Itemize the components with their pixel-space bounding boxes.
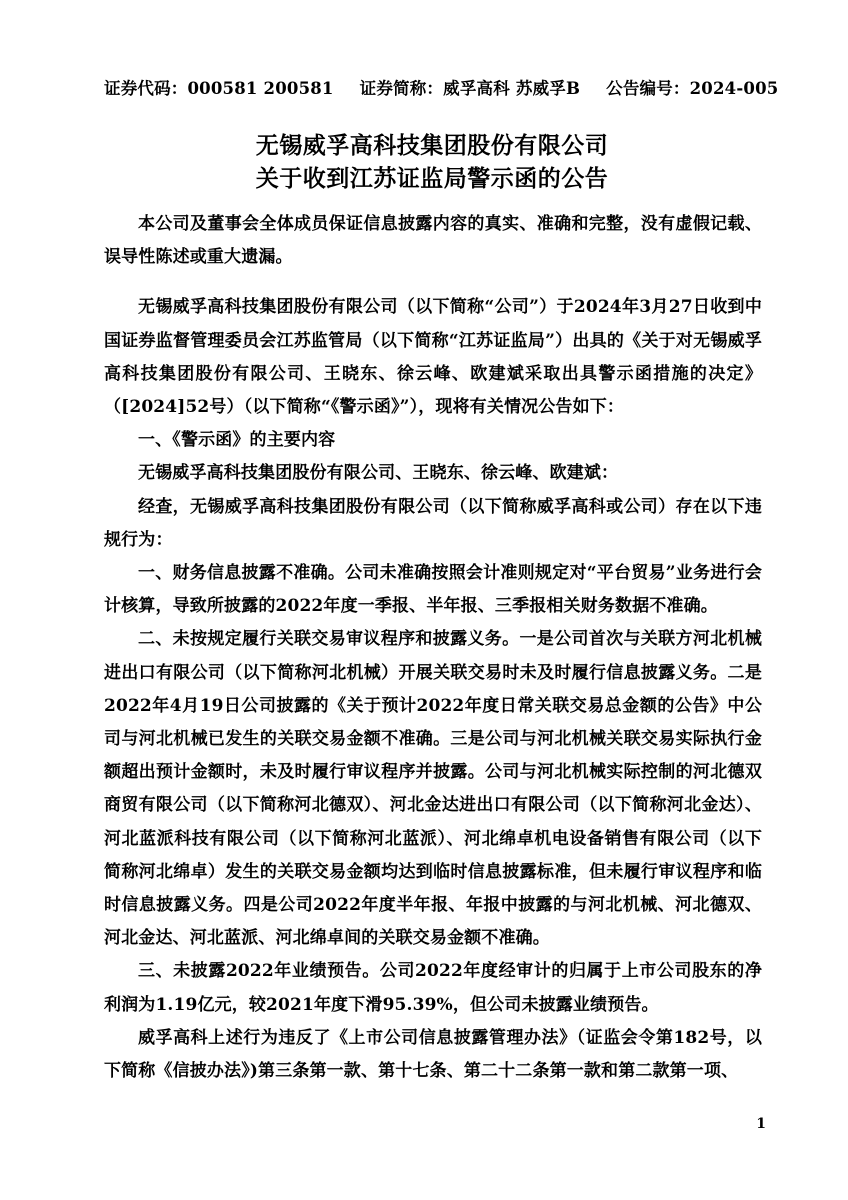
security-code-label: 证券代码： [104, 79, 188, 98]
intro-paragraph: 无锡威孚高科技集团股份有限公司（以下简称“公司”）于2024年3月27日收到中国证券监督管理委员会江苏监管局（以下简称“江苏证监局”）出具的《关于对无锡威孚高科技集团股份有限公司、王晓东、徐云峰、欧建斌采取出具警示函措施的决定》（[2024]52号）（以下简称“《警示函》”），现将有关情况公告如下： [104, 297, 762, 418]
violation-item-three: 三、未披露2022年业绩预告。公司2022年度经审计的归属于上市公司股东的净利润为1.19亿元，较2021年度下滑95.39%，但公司未披露业绩预告。 [104, 961, 762, 1015]
page-title [104, 130, 760, 196]
paragraph-spacer [104, 274, 762, 291]
title-line-subject: 关于收到江苏证监局警示函的公告 [255, 166, 609, 192]
page-number: 1 [756, 1116, 766, 1132]
document-body [104, 208, 762, 1088]
violation-item-two: 二、未按规定履行关联交易审议程序和披露义务。一是公司首次与关联方河北机械进出口有限公司（以下简称河北机械）开展关联交易时未及时履行信息披露义务。二是2022年4月19日公司披露的《关于预计2022年度日常关联交易总金额的公告》中公司与河北机械已发生的关联交易金额不准确。三是公司与河北机械关联交易实际执行金额超出预计金额时，未及时履行审议程序并披露。公司与河北机械实际控制的河北德双商贸有限公司（以下简称河北德双）、河北金达进出口有限公司（以下简称河北金达）、河北蓝派科技有限公司（以下简称河北蓝派）、河北绵卓机电设备销售有限公司（以下简称河北绵卓）发生的关联交易金额均达到临时信息披露标准，但未履行审议程序和临时信息披露义务。四是公司2022年度半年报、年报中披露的与河北机械、河北德双、河北金达、河北蓝派、河北绵卓间的关联交易金额不准确。 [104, 629, 762, 949]
legal-basis-paragraph: 威孚高科上述行为违反了《上市公司信息披露管理办法》（证监会令第182号，以下简称《信披办法》)第三条第一款、第十七条、第二十二条第一款和第二款第一项、 [104, 1027, 762, 1082]
disclaimer-paragraph: 本公司及董事会全体成员保证信息披露内容的真实、准确和完整，没有虚假记载、误导性陈述或重大遗漏。 [104, 214, 762, 268]
security-abbr-value: 威孚高科 苏威孚B [443, 79, 581, 98]
title-line-company: 无锡威孚高科技集团股份有限公司 [255, 133, 609, 159]
security-code-value: 000581 200581 [187, 79, 334, 98]
notice-number-value: 2024-005 [689, 79, 779, 98]
addressees-paragraph: 无锡威孚高科技集团股份有限公司、王晓东、徐云峰、欧建斌： [138, 463, 619, 484]
notice-number-label: 公告编号： [606, 79, 690, 98]
violation-item-one: 一、财务信息披露不准确。公司未准确按照会计准则规定对“平台贸易”业务进行会计核算，导致所披露的2022年度一季报、半年报、三季报相关财务数据不准确。 [104, 563, 762, 617]
security-abbr-label: 证券简称： [359, 79, 444, 98]
document-header [104, 76, 779, 102]
section-one-heading: 一、《警示函》的主要内容 [138, 430, 336, 451]
investigation-intro-paragraph: 经查，无锡威孚高科技集团股份有限公司（以下简称威孚高科或公司）存在以下违规行为： [104, 496, 762, 550]
